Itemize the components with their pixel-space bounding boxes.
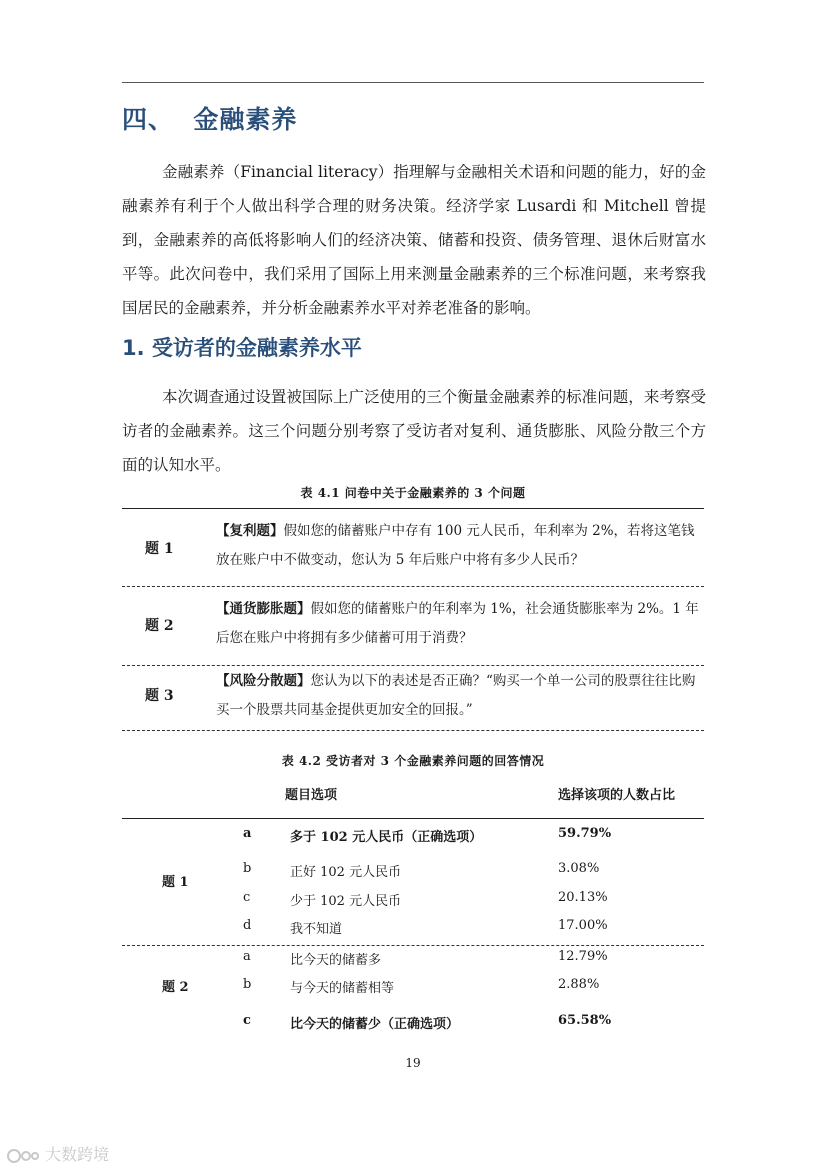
table2-header-rule bbox=[122, 818, 704, 819]
table2-caption: 表 4.2 受访者对 3 个金融素养问题的回答情况 bbox=[281, 754, 545, 768]
watermark-logo-icon bbox=[6, 1147, 40, 1165]
section-title: 四、 金融素养 bbox=[122, 105, 298, 134]
option-text: 多于 102 元人民币（正确选项） bbox=[290, 830, 483, 845]
question-tag: 【通货膨胀题】 bbox=[216, 601, 311, 617]
table2-group-divider bbox=[122, 945, 704, 946]
option-pct: 3.08% bbox=[558, 861, 600, 876]
watermark-text: 大数跨境 bbox=[45, 1145, 110, 1164]
table1-row-text bbox=[216, 517, 702, 575]
option-key: b bbox=[243, 977, 252, 992]
table2-header-share: 选择该项的人数占比 bbox=[558, 788, 676, 803]
intro-paragraph: 金融素养（Financial literacy）指理解与金融相关术语和问题的能力，好的金融素养有利于个人做出科学合理的财务决策。经济学家 Lusardi 和 Mitchell 曾提到，金融素养的高低将影响人们的经济决策、储蓄和投资、债务管理、退休后财富水平等。此次问卷中，我们采用了国际上用来测量金融素养的三个标准问题，来考察我国居民的金融素养，并分析金融素养水平对养老准备的影响。 bbox=[122, 163, 706, 317]
table1-row-text bbox=[216, 667, 702, 725]
table1-row-label: 题 1 bbox=[145, 541, 174, 557]
option-text: 正好 102 元人民币 bbox=[290, 865, 402, 880]
table1-divider bbox=[122, 586, 704, 587]
option-pct: 65.58% bbox=[558, 1013, 612, 1028]
table1-row-label: 题 2 bbox=[145, 618, 174, 634]
option-key: a bbox=[243, 826, 252, 841]
subsection-paragraph: 本次调查通过设置被国际上广泛使用的三个衡量金融素养的标准问题，来考察受访者的金融素养。这三个问题分别考察了受访者对复利、通货膨胀、风险分散三个方面的认知水平。 bbox=[122, 388, 706, 474]
option-pct: 20.13% bbox=[558, 890, 608, 905]
option-text: 与今天的储蓄相等 bbox=[290, 981, 395, 996]
table2-group-label: 题 2 bbox=[162, 980, 189, 995]
table1-divider bbox=[122, 665, 704, 666]
option-pct: 17.00% bbox=[558, 918, 608, 933]
question-tag: 【风险分散题】 bbox=[216, 673, 311, 689]
question-text: 假如您的储蓄账户的年利率为 1%，社会通货膨胀率为 2%。1 年后您在账户中将拥有多少储蓄可用于消费？ bbox=[216, 601, 699, 646]
table1-bottom-rule bbox=[122, 730, 704, 731]
option-text: 比今天的储蓄多 bbox=[290, 953, 382, 968]
subsection-title: 1. 受访者的金融素养水平 bbox=[122, 336, 362, 360]
question-tag: 【复利题】 bbox=[216, 523, 284, 539]
option-key: c bbox=[243, 1013, 251, 1028]
table2-header-options: 题目选项 bbox=[285, 788, 338, 803]
option-text: 比今天的储蓄少（正确选项） bbox=[290, 1017, 460, 1032]
option-key: d bbox=[243, 918, 252, 933]
option-pct: 59.79% bbox=[558, 826, 612, 841]
header-rule bbox=[122, 82, 704, 83]
table1-row-text bbox=[216, 595, 702, 653]
option-key: a bbox=[243, 949, 251, 964]
question-text: 您认为以下的表述是否正确？“购买一个单一公司的股票往往比购买一个股票共同基金提供更加安全的回报。” bbox=[216, 673, 696, 718]
option-pct: 12.79% bbox=[558, 949, 608, 964]
table1-top-rule bbox=[122, 508, 704, 509]
watermark bbox=[6, 1142, 109, 1165]
option-text: 我不知道 bbox=[290, 922, 343, 937]
option-key: c bbox=[243, 890, 251, 905]
option-text: 少于 102 元人民币 bbox=[290, 894, 402, 909]
table2-group-label: 题 1 bbox=[162, 875, 189, 890]
question-text: 假如您的储蓄账户中存有 100 元人民币，年利率为 2%，若将这笔钱放在账户中不做变动，您认为 5 年后账户中将有多少人民币？ bbox=[216, 523, 695, 568]
option-key: b bbox=[243, 861, 252, 876]
table1-row-label: 题 3 bbox=[145, 688, 174, 704]
page-number: 19 bbox=[405, 1056, 421, 1070]
option-pct: 2.88% bbox=[558, 977, 600, 992]
table1-caption: 表 4.1 问卷中关于金融素养的 3 个问题 bbox=[300, 486, 526, 500]
